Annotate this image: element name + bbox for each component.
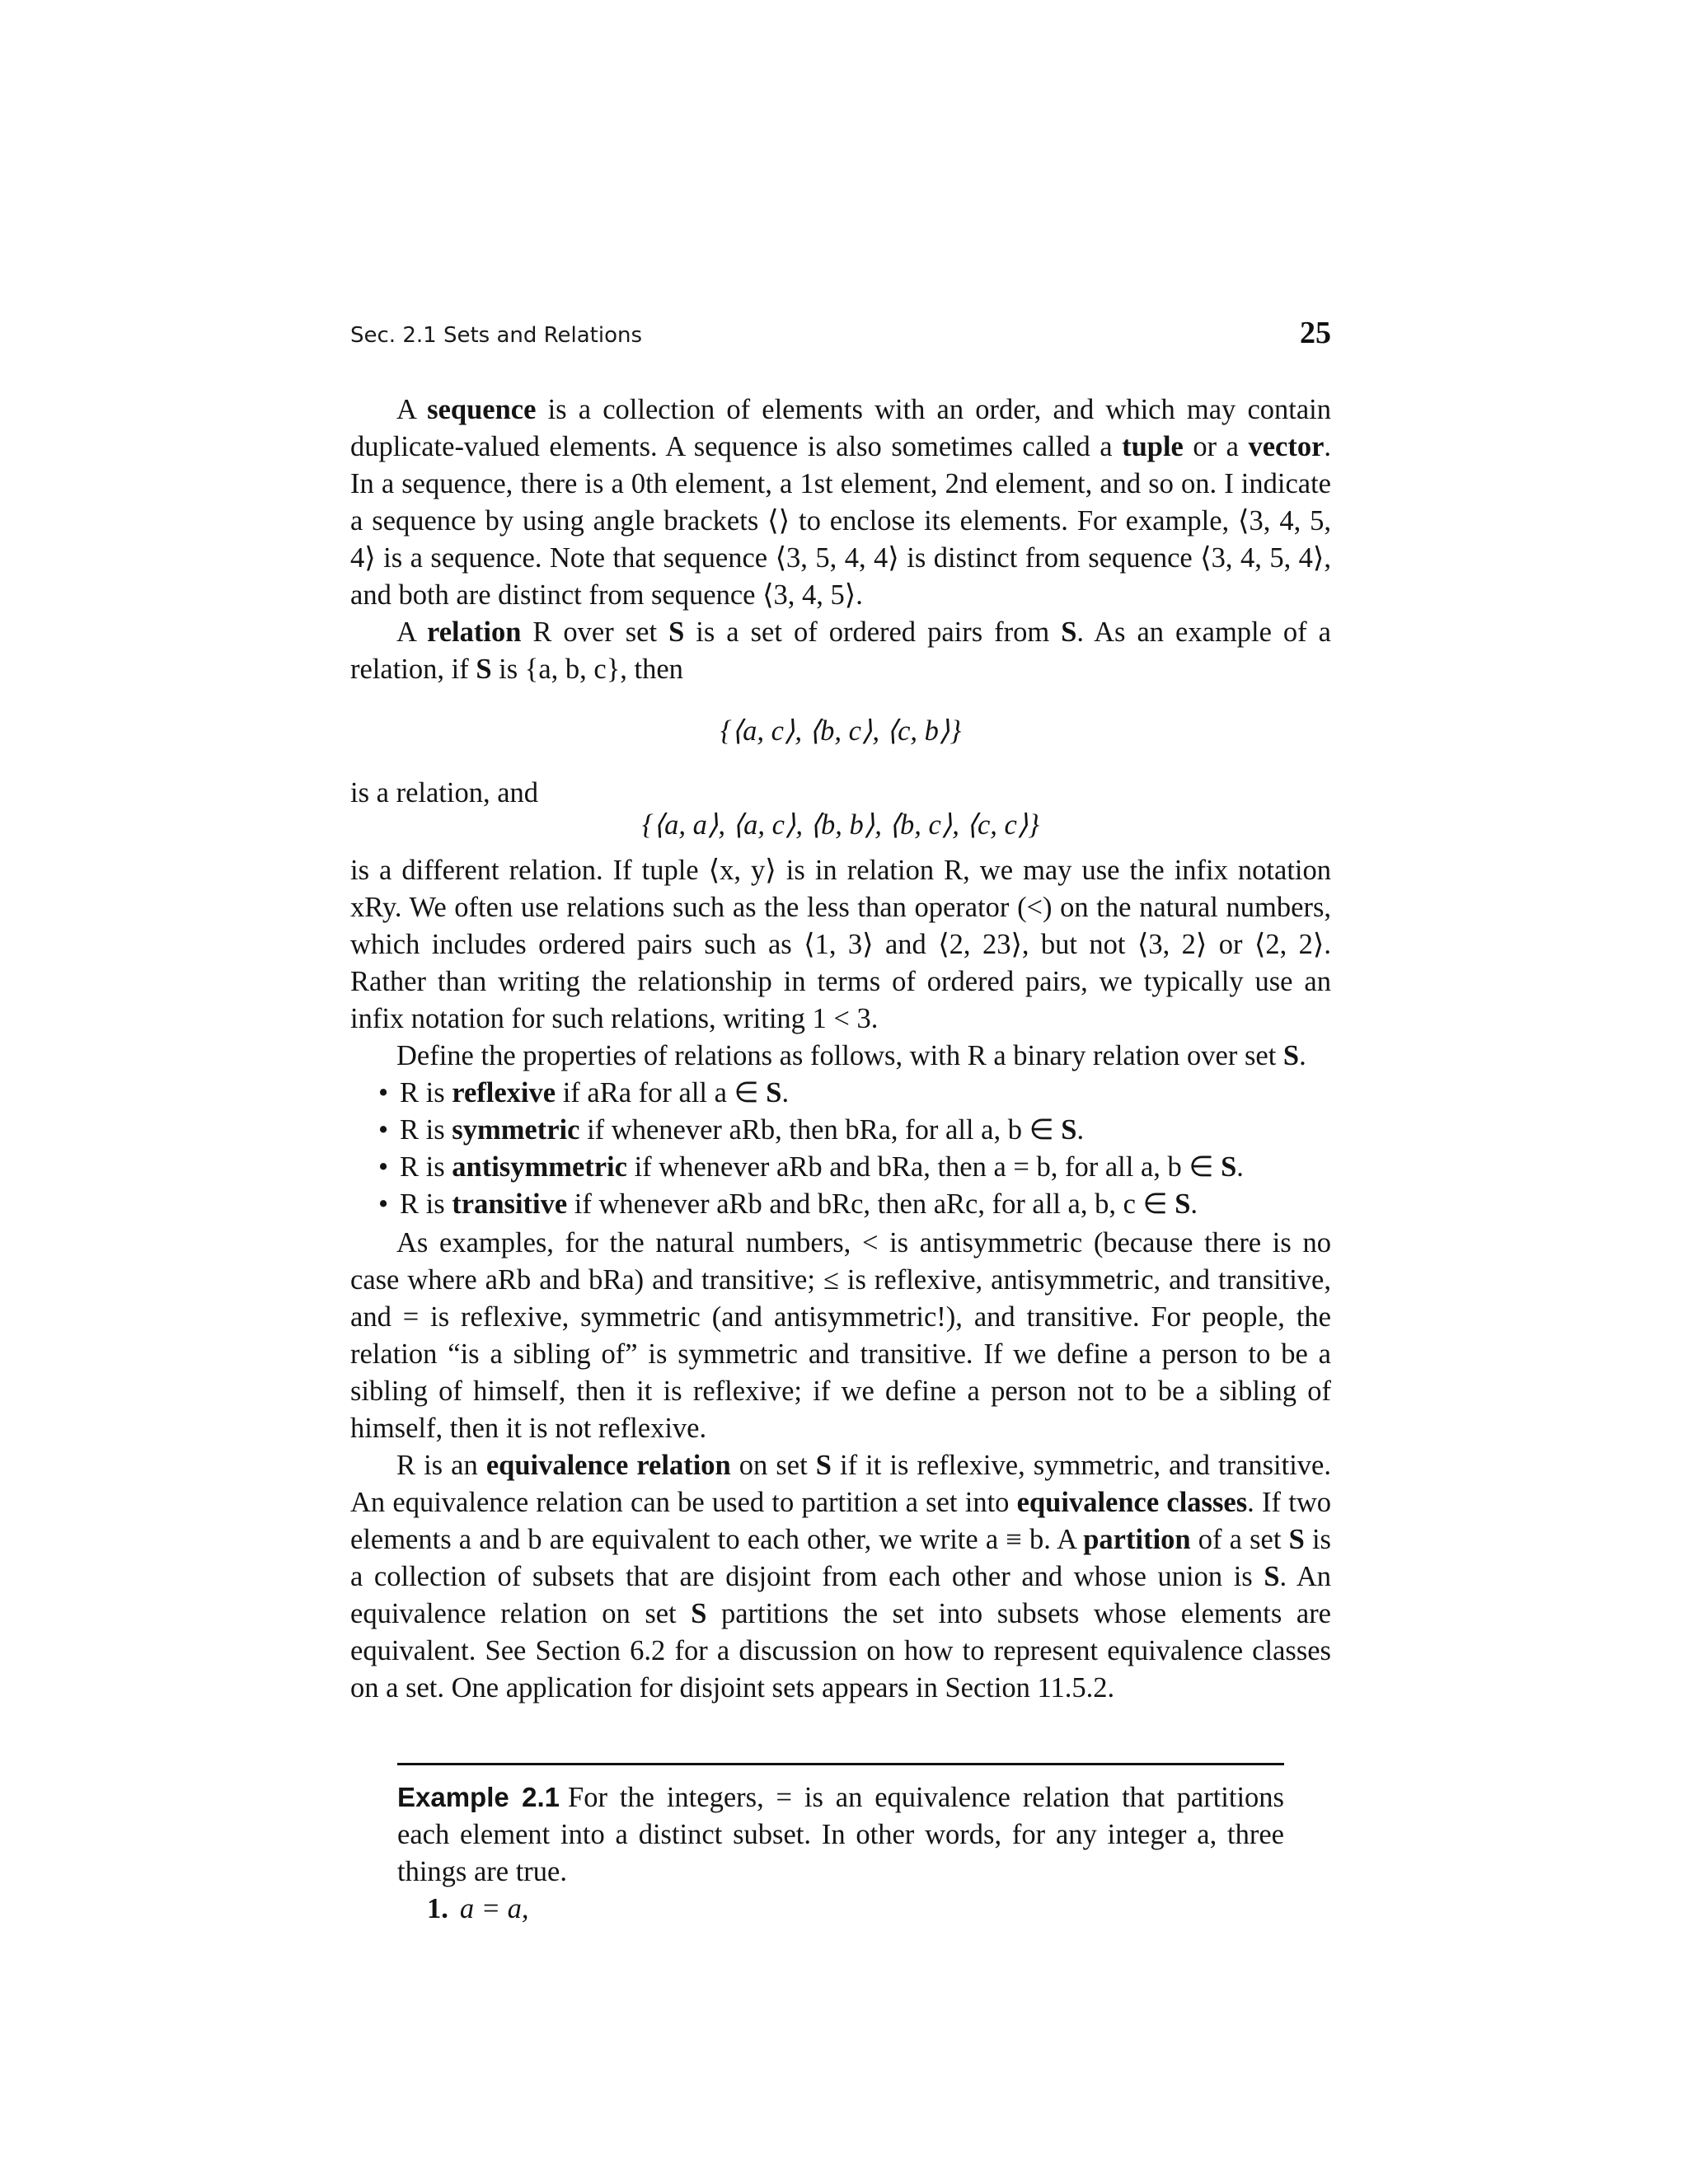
text: on set	[730, 1450, 816, 1481]
example-text: For the integers, = is an equivalence relation that partitions each element into a distinct subset. In other words, for any integer a, three things are true.	[397, 1782, 1284, 1887]
set-symbol: S	[1264, 1561, 1280, 1592]
paragraph-different-relation: is a different relation. If tuple ⟨x, y⟩ is in relation R, we may use the infix notation xRy. We often use relations such as the less than operator (<) on the natural numbers, which includes ordered pairs such as ⟨1, 3⟩ and ⟨2, 23⟩, but not ⟨3, 2⟩ or ⟨2, 2⟩. Rather than writing the relationship in terms of ordered pairs, we typically use an infix notation for such relations, writing 1 < 3.	[350, 855, 1331, 1034]
text: if whenever aRb and bRa, then a = b, for all a, b ∈	[626, 1151, 1221, 1183]
bullet-icon: •	[378, 1151, 389, 1183]
text: . In a sequence, there is a 0th element, a 1st element, 2nd element, and so on. I indicate a sequence by using angle brackets ⟨⟩ to enclose its elements. For example, ⟨3, 4, 5, 4⟩ is a sequence. Note that sequence ⟨3, 5, 4, 4⟩ is distinct from sequence ⟨3, 4, 5, 4⟩, and both are distinct from sequence ⟨3, 4, 5⟩.	[350, 431, 1332, 611]
text: or a	[1183, 431, 1249, 462]
text: . An equivalence relation on set	[350, 1561, 1331, 1629]
bullet-icon: •	[378, 1188, 389, 1220]
text: if whenever aRb, then bRa, for all a, b ∈	[579, 1114, 1062, 1146]
page-number: 25	[1300, 316, 1331, 350]
term-partition: partition	[1083, 1524, 1191, 1555]
running-head: Sec. 2.1 Sets and Relations	[350, 323, 643, 348]
example-paragraph	[397, 1779, 1284, 1891]
text: if it is reflexive, symmetric, and transitive. An equivalence relation can be used to partition a set into	[350, 1450, 1331, 1518]
text: R is	[400, 1077, 452, 1108]
set-symbol: S	[1175, 1188, 1191, 1220]
term-equivalence-classes: equivalence classes	[1016, 1487, 1248, 1518]
item-number: 1.	[427, 1893, 448, 1924]
set-symbol: S	[1221, 1151, 1237, 1183]
text: partitions the set into subsets whose elements are equivalent. See Section 6.2 for a discussion on how to represent equivalence classes on a set. One application for disjoint sets appears in Section 11.5.2.	[350, 1598, 1331, 1704]
set-symbol: S	[1061, 1114, 1077, 1146]
paragraph-equivalence	[350, 1447, 1331, 1707]
page-header	[350, 315, 1331, 364]
item-text: a = a,	[459, 1893, 529, 1924]
text: is a set of ordered pairs from	[684, 616, 1062, 648]
text: R over set	[521, 616, 669, 648]
example-list-item	[397, 1891, 1284, 1928]
bullet-icon: •	[378, 1114, 389, 1146]
text: of a set	[1190, 1524, 1289, 1555]
text: .	[1076, 1114, 1085, 1146]
term: transitive	[452, 1188, 568, 1220]
set-symbol: S	[668, 616, 685, 648]
property-list	[350, 1075, 1331, 1223]
text: . As an example of a relation, if	[350, 616, 1331, 685]
paragraph-relation	[350, 614, 1331, 688]
paragraph-sequence	[350, 391, 1331, 614]
set-symbol: S	[1288, 1524, 1305, 1555]
paragraph-is-relation: is a relation, and	[350, 777, 539, 808]
list-item	[350, 1075, 1331, 1112]
body-text	[350, 391, 1331, 1707]
text: Define the properties of relations as follows, with R a binary relation over set	[396, 1040, 1283, 1071]
text: is a collection of subsets that are disjoint from each other and whose union is	[350, 1524, 1331, 1592]
set-symbol: S	[1061, 616, 1077, 648]
text: A	[396, 616, 428, 648]
text: . If two elements a and b are equivalent to each other, we write a ≡ b. A	[350, 1487, 1331, 1555]
text: .	[1190, 1188, 1198, 1220]
text: A	[396, 394, 428, 425]
list-item	[350, 1186, 1331, 1223]
set-symbol: S	[1282, 1040, 1300, 1071]
display-equation-1: {⟨a, c⟩, ⟨b, c⟩, ⟨c, b⟩}	[720, 715, 962, 747]
text: R is	[400, 1151, 452, 1183]
example-title: Example 2.1	[397, 1782, 560, 1812]
display-equation-2: {⟨a, a⟩, ⟨a, c⟩, ⟨b, b⟩, ⟨b, c⟩, ⟨c, c⟩}	[641, 809, 1040, 841]
text: R is	[400, 1114, 452, 1146]
term-vector: vector	[1248, 431, 1325, 462]
text: R is an	[396, 1450, 486, 1481]
text: .	[1299, 1040, 1306, 1071]
set-symbol: S	[476, 654, 492, 685]
text: is {a, b, c}, then	[491, 654, 683, 685]
set-symbol: S	[766, 1077, 782, 1108]
set-symbol: S	[815, 1450, 832, 1481]
term-equivalence-relation: equivalence relation	[485, 1450, 731, 1481]
text: if aRa for all a ∈	[556, 1077, 767, 1108]
term-relation: relation	[427, 616, 522, 648]
term-tuple: tuple	[1122, 431, 1184, 462]
paragraph-examples: As examples, for the natural numbers, < is antisymmetric (because there is no case where aRb and bRa) and transitive; ≤ is reflexive, antisymmetric, and transitive, and = is reflexive, symmetric (and antisymmetric!), and transitive. For people, the relation “is a sibling of” is symmetric and transitive. If we define a person to be a sibling of himself, then it is reflexive; if we define a person not to be a sibling of himself, then it is not reflexive.	[350, 1227, 1331, 1444]
term-sequence: sequence	[427, 394, 537, 425]
term: reflexive	[452, 1077, 556, 1108]
paragraph-define	[350, 1038, 1331, 1075]
text: R is	[400, 1188, 452, 1220]
text: .	[781, 1077, 790, 1108]
example-box	[397, 1779, 1284, 1928]
bullet-icon: •	[378, 1077, 389, 1108]
set-symbol: S	[691, 1598, 707, 1629]
example-divider	[397, 1763, 1284, 1765]
list-item	[350, 1112, 1331, 1149]
list-item	[350, 1149, 1331, 1186]
term: antisymmetric	[452, 1151, 627, 1183]
text: .	[1236, 1151, 1244, 1183]
term: symmetric	[452, 1114, 580, 1146]
text: is a collection of elements with an order, and which may contain duplicate-valued elements. A sequence is also sometimes called a	[350, 394, 1331, 462]
text: if whenever aRb and bRc, then aRc, for all a, b, c ∈	[567, 1188, 1175, 1220]
